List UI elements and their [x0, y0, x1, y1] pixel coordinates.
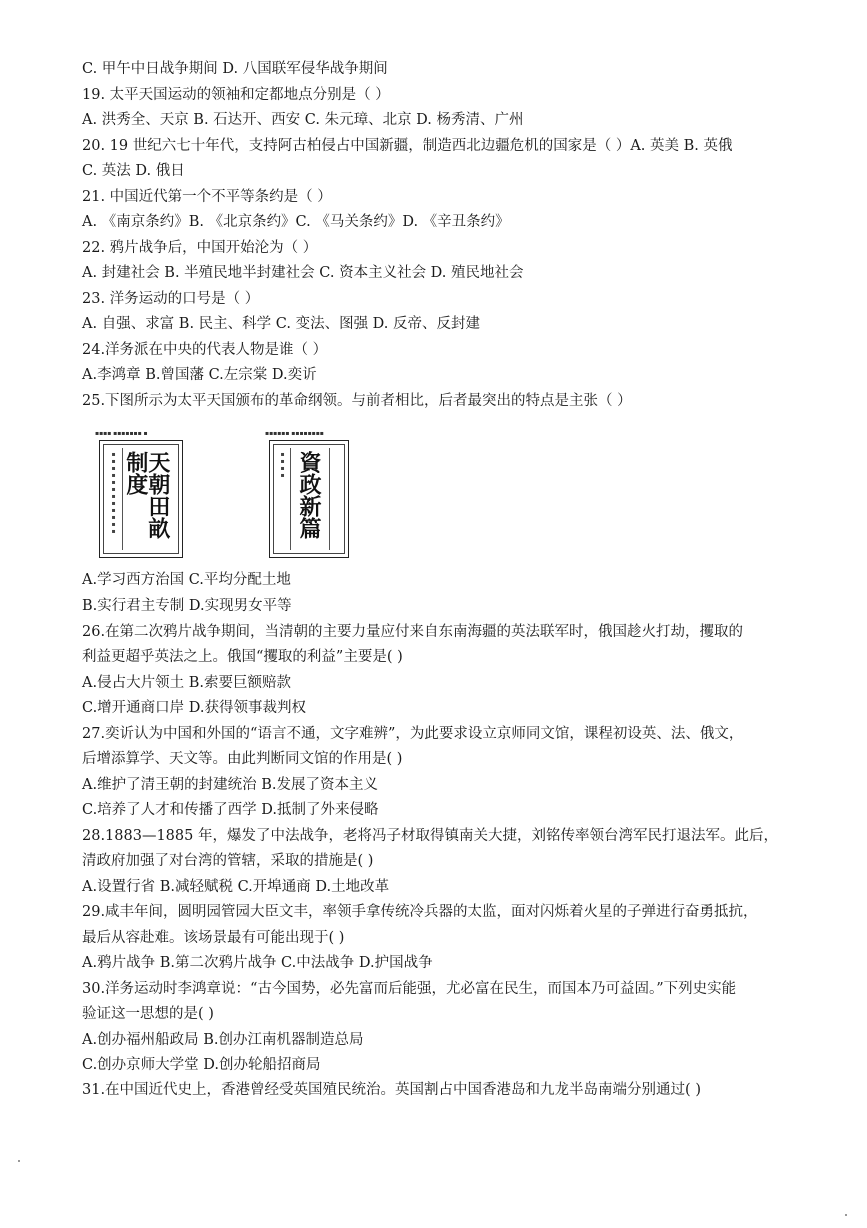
- scan-speck: [18, 1160, 20, 1162]
- question-24: 24.洋务派在中央的代表人物是谁（ ）: [82, 342, 328, 358]
- question-27: 27.奕䜣认为中国和外国的“语言不通，文字难辨”，为此要求设立京师同文馆，课程初设英、法、俄文，: [82, 726, 744, 742]
- scan-speck: [845, 1214, 847, 1216]
- option-line: C.培养了人才和传播了西学 D.抵制了外来侵略: [82, 802, 379, 818]
- question-20: 20. 19 世纪六七十年代，支持阿古柏侵占中国新疆，制造西北边疆危机的国家是（ ）A. 英美 B. 英俄: [82, 138, 733, 154]
- text-line: A. 洪秀全、天京 B. 石达开、西安 C. 朱元璋、北京 D. 杨秀清、广州: [82, 112, 524, 128]
- figure-frame: [269, 440, 349, 558]
- text-line: 后增添算学、天文等。由此判断同文馆的作用是( ): [82, 751, 403, 767]
- text-line: 验证这一思想的是( ): [82, 1006, 214, 1022]
- option-line: C.增开通商口岸 D.获得领事裁判权: [82, 700, 307, 716]
- text-line: 清政府加强了对台湾的管辖，采取的措施是( ): [82, 853, 374, 869]
- text-line: C. 甲午中日战争期间 D. 八国联军侵华战争期间: [82, 61, 388, 77]
- question-25: 25.下图所示为太平天国颁布的革命纲领。与前者相比，后者最突出的特点是主张（ ）: [82, 393, 632, 409]
- question-26: 26.在第二次鸦片战争期间，当清朝的主要力量应付来自东南海疆的英法联军时，俄国趁火打劫，攫取的: [82, 624, 744, 640]
- option-line: C.创办京师大学堂 D.创办轮船招商局: [82, 1057, 321, 1073]
- figure-side-print: ▪▪▪▪: [279, 451, 286, 479]
- question-31: 31.在中国近代史上，香港曾经受英国殖民统治。英国割占中国香港岛和九龙半岛南端分别通过( ): [82, 1082, 701, 1098]
- option-line: A.鸦片战争 B.第二次鸦片战争 C.中法战争 D.护国战争: [82, 955, 433, 971]
- text-line: 利益更超乎英法之上。俄国“攫取的利益”主要是( ): [82, 649, 403, 665]
- option-line: A.侵占大片领土 B.索要巨额赔款: [82, 675, 291, 691]
- text-line: A.李鸿章 B.曾国藩 C.左宗棠 D.奕䜣: [82, 367, 317, 383]
- zizheng-xinpian-image: [265, 430, 353, 558]
- option-line: A.创办福州船政局 B.创办江南机器制造总局: [82, 1032, 364, 1048]
- figure-inner-frame: [273, 444, 345, 554]
- figure-frame: [99, 440, 183, 558]
- figure-title-tianchao: 天朝田畝制度: [122, 451, 171, 539]
- option-line: A.学习西方治国 C.平均分配土地: [82, 572, 291, 588]
- figure-side-print: ▪▪▪▪▪▪▪▪▪▪▪▪: [110, 451, 117, 535]
- question-23: 23. 洋务运动的口号是（ ）: [82, 291, 260, 307]
- question-29: 29.咸丰年间，圆明园管园大臣文丰，率领手拿传统冷兵器的太监，面对闪烁着火星的子弹进行奋勇抵抗，: [82, 904, 758, 920]
- text-line: A. 封建社会 B. 半殖民地半封建社会 C. 资本主义社会 D. 殖民地社会: [82, 265, 524, 281]
- figure-title-zizheng: 資政新篇: [296, 451, 322, 539]
- text-line: A. 《南京条约》B. 《北京条约》C. 《马关条约》D. 《辛丑条约》: [82, 214, 510, 230]
- figure-column-rule: [329, 448, 330, 550]
- question-28: 28.1883—1885 年，爆发了中法战争，老将冯子材取得镇南关大捷，刘铭传率领台湾军民打退法军。此后，: [82, 828, 778, 844]
- question-19: 19. 太平天国运动的领袖和定都地点分别是（ ）: [82, 87, 390, 103]
- option-line: A.维护了清王朝的封建统治 B.发展了资本主义: [82, 777, 378, 793]
- option-line: B.实行君主专制 D.实现男女平等: [82, 598, 292, 614]
- figure-inner-frame: [103, 444, 179, 554]
- tianchao-tianmu-zhidu-image: [95, 430, 187, 558]
- question-22: 22. 鸦片战争后，中国开始沦为（ ）: [82, 240, 318, 256]
- question-30: 30.洋务运动时李鸿章说：“古今国势，必先富而后能强，尤必富在民生，而国本乃可益固。”下列史实能: [82, 981, 737, 997]
- text-line: C. 英法 D. 俄日: [82, 163, 185, 179]
- figure-column-rule: [290, 448, 291, 550]
- program-document-images: [95, 430, 395, 560]
- figure-header-print: ▪▪▪▪▪▪ ▪▪▪▪▪▪▪▪: [265, 430, 324, 437]
- option-line: A.设置行省 B.减轻赋税 C.开埠通商 D.土地改革: [82, 879, 390, 895]
- question-21: 21. 中国近代第一个不平等条约是（ ）: [82, 189, 332, 205]
- figure-header-print: ▪▪▪▪ ▪▪▪▪▪▪▪ ▪: [95, 430, 148, 437]
- text-line: A. 自强、求富 B. 民主、科学 C. 变法、图强 D. 反帝、反封建: [82, 316, 481, 332]
- text-line: 最后从容赴难。该场景最有可能出现于( ): [82, 930, 345, 946]
